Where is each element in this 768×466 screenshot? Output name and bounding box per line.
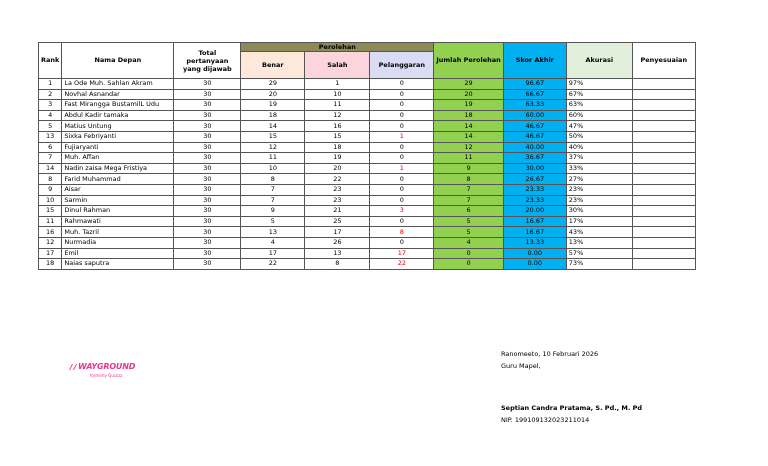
cell-salah: 12: [305, 110, 370, 121]
cell-penyesuaian: [632, 89, 695, 100]
cell-total: 30: [174, 227, 241, 238]
cell-akurasi: 50%: [566, 131, 632, 142]
cell-skor: 0.00: [503, 248, 566, 259]
cell-total: 30: [174, 248, 241, 259]
cell-skor: 26.67: [503, 174, 566, 185]
cell-penyesuaian: [632, 79, 695, 90]
cell-jumlah: 6: [434, 206, 503, 217]
cell-jumlah: 14: [434, 121, 503, 132]
logo-brand: WAYGROUND: [78, 362, 136, 371]
cell-nama: Rahmawati: [62, 216, 174, 227]
cell-penyesuaian: [632, 248, 695, 259]
cell-akurasi: 37%: [566, 153, 632, 164]
cell-penyesuaian: [632, 121, 695, 132]
cell-akurasi: 40%: [566, 142, 632, 153]
cell-rank: 3: [39, 100, 62, 111]
header-total-pertanyaan: Total pertanyaan yang dijawab: [174, 43, 241, 79]
cell-akurasi: 13%: [566, 237, 632, 248]
cell-benar: 20: [241, 89, 305, 100]
header-penyesuaian: Penyesuaian: [632, 43, 695, 79]
cell-jumlah: 20: [434, 89, 503, 100]
cell-benar: 7: [241, 195, 305, 206]
cell-pelanggaran: 1: [370, 163, 434, 174]
cell-penyesuaian: [632, 131, 695, 142]
table-row: [39, 142, 696, 153]
cell-salah: 19: [305, 153, 370, 164]
cell-akurasi: 23%: [566, 184, 632, 195]
cell-total: 30: [174, 237, 241, 248]
cell-skor: 60.00: [503, 110, 566, 121]
cell-jumlah: 29: [434, 79, 503, 90]
cell-rank: 6: [39, 142, 62, 153]
cell-nama: Sarmin: [62, 195, 174, 206]
cell-salah: 8: [305, 259, 370, 270]
cell-penyesuaian: [632, 153, 695, 164]
table-row: [39, 237, 696, 248]
cell-total: 30: [174, 174, 241, 185]
cell-akurasi: 67%: [566, 89, 632, 100]
cell-salah: 13: [305, 248, 370, 259]
cell-rank: 16: [39, 227, 62, 238]
cell-benar: 19: [241, 100, 305, 111]
cell-benar: 7: [241, 184, 305, 195]
cell-penyesuaian: [632, 100, 695, 111]
score-table: [38, 42, 696, 270]
table-row: [39, 227, 696, 238]
cell-nama: Fujiaryanti: [62, 142, 174, 153]
header-benar: Benar: [241, 52, 305, 79]
cell-total: 30: [174, 89, 241, 100]
cell-rank: 4: [39, 110, 62, 121]
cell-nama: Fast Mirangga BustamilL Udu: [62, 100, 174, 111]
cell-salah: 22: [305, 174, 370, 185]
cell-benar: 11: [241, 153, 305, 164]
cell-penyesuaian: [632, 237, 695, 248]
cell-total: 30: [174, 206, 241, 217]
cell-akurasi: 27%: [566, 174, 632, 185]
cell-pelanggaran: 8: [370, 227, 434, 238]
cell-nama: Novhal Asnandar: [62, 89, 174, 100]
cell-jumlah: 0: [434, 259, 503, 270]
cell-salah: 20: [305, 163, 370, 174]
cell-total: 30: [174, 195, 241, 206]
cell-penyesuaian: [632, 184, 695, 195]
cell-nama: Abdul Kadir tamaka: [62, 110, 174, 121]
cell-benar: 12: [241, 142, 305, 153]
cell-skor: 0.00: [503, 259, 566, 270]
cell-jumlah: 5: [434, 227, 503, 238]
cell-total: 30: [174, 100, 241, 111]
cell-salah: 23: [305, 195, 370, 206]
table-row: [39, 121, 696, 132]
cell-skor: 46.67: [503, 131, 566, 142]
signature-nip: NIP. 199109132023211014: [501, 416, 590, 424]
cell-jumlah: 8: [434, 174, 503, 185]
table-row: [39, 153, 696, 164]
cell-nama: Naias saputra: [62, 259, 174, 270]
cell-salah: 18: [305, 142, 370, 153]
cell-rank: 13: [39, 131, 62, 142]
cell-skor: 13.33: [503, 237, 566, 248]
cell-akurasi: 60%: [566, 110, 632, 121]
table-row: [39, 89, 696, 100]
cell-skor: 16.67: [503, 227, 566, 238]
cell-penyesuaian: [632, 142, 695, 153]
header-nama-depan: Nama Depan: [62, 43, 174, 79]
table-row: [39, 100, 696, 111]
header-akurasi: Akurasi: [566, 43, 632, 79]
cell-benar: 18: [241, 110, 305, 121]
cell-penyesuaian: [632, 195, 695, 206]
cell-pelanggaran: 0: [370, 89, 434, 100]
cell-rank: 10: [39, 195, 62, 206]
header-pelanggaran: Pelanggaran: [370, 52, 434, 79]
cell-skor: 23.33: [503, 195, 566, 206]
cell-benar: 29: [241, 79, 305, 90]
cell-jumlah: 9: [434, 163, 503, 174]
cell-benar: 13: [241, 227, 305, 238]
cell-benar: 5: [241, 216, 305, 227]
table-row: [39, 195, 696, 206]
header-skor-akhir: Skor Akhir: [503, 43, 566, 79]
cell-jumlah: 18: [434, 110, 503, 121]
cell-rank: 7: [39, 153, 62, 164]
cell-salah: 15: [305, 131, 370, 142]
cell-pelanggaran: 0: [370, 174, 434, 185]
cell-akurasi: 43%: [566, 227, 632, 238]
cell-total: 30: [174, 153, 241, 164]
cell-benar: 8: [241, 174, 305, 185]
table-row: [39, 259, 696, 270]
cell-total: 30: [174, 142, 241, 153]
cell-rank: 12: [39, 237, 62, 248]
cell-akurasi: 23%: [566, 195, 632, 206]
cell-benar: 17: [241, 248, 305, 259]
cell-benar: 9: [241, 206, 305, 217]
cell-rank: 9: [39, 184, 62, 195]
cell-nama: Farid Muhammad: [62, 174, 174, 185]
cell-nama: Nadin zaisa Mega Fristiya: [62, 163, 174, 174]
cell-salah: 21: [305, 206, 370, 217]
cell-pelanggaran: 0: [370, 195, 434, 206]
cell-pelanggaran: 0: [370, 153, 434, 164]
cell-skor: 96.67: [503, 79, 566, 90]
table-row: [39, 174, 696, 185]
cell-penyesuaian: [632, 174, 695, 185]
table-row: [39, 248, 696, 259]
cell-jumlah: 19: [434, 100, 503, 111]
cell-pelanggaran: 1: [370, 131, 434, 142]
cell-nama: Nurmadia: [62, 237, 174, 248]
cell-jumlah: 4: [434, 237, 503, 248]
cell-rank: 8: [39, 174, 62, 185]
cell-salah: 16: [305, 121, 370, 132]
table-row: [39, 131, 696, 142]
cell-skor: 63.33: [503, 100, 566, 111]
cell-jumlah: 0: [434, 248, 503, 259]
cell-benar: 4: [241, 237, 305, 248]
cell-total: 30: [174, 184, 241, 195]
logo-tagline: formerly Quizizz: [90, 373, 123, 378]
cell-pelanggaran: 0: [370, 100, 434, 111]
cell-jumlah: 12: [434, 142, 503, 153]
cell-akurasi: 57%: [566, 248, 632, 259]
cell-pelanggaran: 17: [370, 248, 434, 259]
cell-total: 30: [174, 131, 241, 142]
cell-jumlah: 7: [434, 195, 503, 206]
cell-nama: Muh. Affan: [62, 153, 174, 164]
cell-jumlah: 7: [434, 184, 503, 195]
cell-akurasi: 17%: [566, 216, 632, 227]
cell-salah: 23: [305, 184, 370, 195]
cell-salah: 26: [305, 237, 370, 248]
cell-jumlah: 5: [434, 216, 503, 227]
cell-akurasi: 73%: [566, 259, 632, 270]
cell-benar: 22: [241, 259, 305, 270]
cell-rank: 15: [39, 206, 62, 217]
cell-pelanggaran: 0: [370, 110, 434, 121]
signature-place-date: Ranomeeto, 10 Februari 2026: [501, 350, 599, 358]
header-rank: Rank: [39, 43, 62, 79]
cell-total: 30: [174, 163, 241, 174]
cell-rank: 5: [39, 121, 62, 132]
cell-benar: 15: [241, 131, 305, 142]
cell-rank: 2: [39, 89, 62, 100]
cell-nama: Emil: [62, 248, 174, 259]
table-row: [39, 163, 696, 174]
cell-nama: Sixka Febriyanti: [62, 131, 174, 142]
cell-salah: 11: [305, 100, 370, 111]
cell-salah: 10: [305, 89, 370, 100]
table-row: [39, 216, 696, 227]
cell-rank: 17: [39, 248, 62, 259]
cell-nama: Muh. Tazril: [62, 227, 174, 238]
table-row: [39, 79, 696, 90]
cell-rank: 14: [39, 163, 62, 174]
cell-salah: 17: [305, 227, 370, 238]
cell-penyesuaian: [632, 163, 695, 174]
cell-skor: 20.00: [503, 206, 566, 217]
cell-total: 30: [174, 259, 241, 270]
table-row: [39, 184, 696, 195]
cell-jumlah: 11: [434, 153, 503, 164]
cell-skor: 36.67: [503, 153, 566, 164]
cell-pelanggaran: 22: [370, 259, 434, 270]
cell-nama: Aisar: [62, 184, 174, 195]
cell-benar: 10: [241, 163, 305, 174]
cell-total: 30: [174, 79, 241, 90]
cell-nama: Dinul Rahman: [62, 206, 174, 217]
cell-nama: La Ode Muh. Sahlan Akram: [62, 79, 174, 90]
cell-skor: 30.00: [503, 163, 566, 174]
cell-skor: 16.67: [503, 216, 566, 227]
cell-skor: 66.67: [503, 89, 566, 100]
cell-akurasi: 33%: [566, 163, 632, 174]
cell-total: 30: [174, 121, 241, 132]
cell-akurasi: 30%: [566, 206, 632, 217]
cell-total: 30: [174, 216, 241, 227]
cell-penyesuaian: [632, 216, 695, 227]
cell-pelanggaran: 0: [370, 184, 434, 195]
header-jumlah-perolehan: Jumlah Perolehan: [434, 43, 503, 79]
cell-penyesuaian: [632, 227, 695, 238]
cell-penyesuaian: [632, 110, 695, 121]
header-salah: Salah: [305, 52, 370, 79]
cell-benar: 14: [241, 121, 305, 132]
cell-pelanggaran: 0: [370, 121, 434, 132]
cell-total: 30: [174, 110, 241, 121]
cell-penyesuaian: [632, 259, 695, 270]
cell-jumlah: 14: [434, 131, 503, 142]
cell-salah: 1: [305, 79, 370, 90]
cell-skor: 23.33: [503, 184, 566, 195]
cell-pelanggaran: 0: [370, 79, 434, 90]
cell-pelanggaran: 3: [370, 206, 434, 217]
cell-skor: 40.00: [503, 142, 566, 153]
table-row: [39, 206, 696, 217]
cell-akurasi: 97%: [566, 79, 632, 90]
cell-rank: 18: [39, 259, 62, 270]
table-row: [39, 110, 696, 121]
cell-rank: 1: [39, 79, 62, 90]
cell-akurasi: 63%: [566, 100, 632, 111]
header-perolehan: Perolehan: [241, 43, 434, 52]
signature-name: Septian Candra Pratama, S. Pd., M. Pd: [501, 404, 643, 412]
cell-pelanggaran: 0: [370, 237, 434, 248]
cell-rank: 11: [39, 216, 62, 227]
cell-penyesuaian: [632, 206, 695, 217]
cell-akurasi: 47%: [566, 121, 632, 132]
cell-skor: 46.67: [503, 121, 566, 132]
signature-role: Guru Mapel,: [501, 362, 541, 370]
cell-pelanggaran: 0: [370, 142, 434, 153]
cell-pelanggaran: 0: [370, 216, 434, 227]
cell-salah: 25: [305, 216, 370, 227]
cell-nama: Matius Untung: [62, 121, 174, 132]
